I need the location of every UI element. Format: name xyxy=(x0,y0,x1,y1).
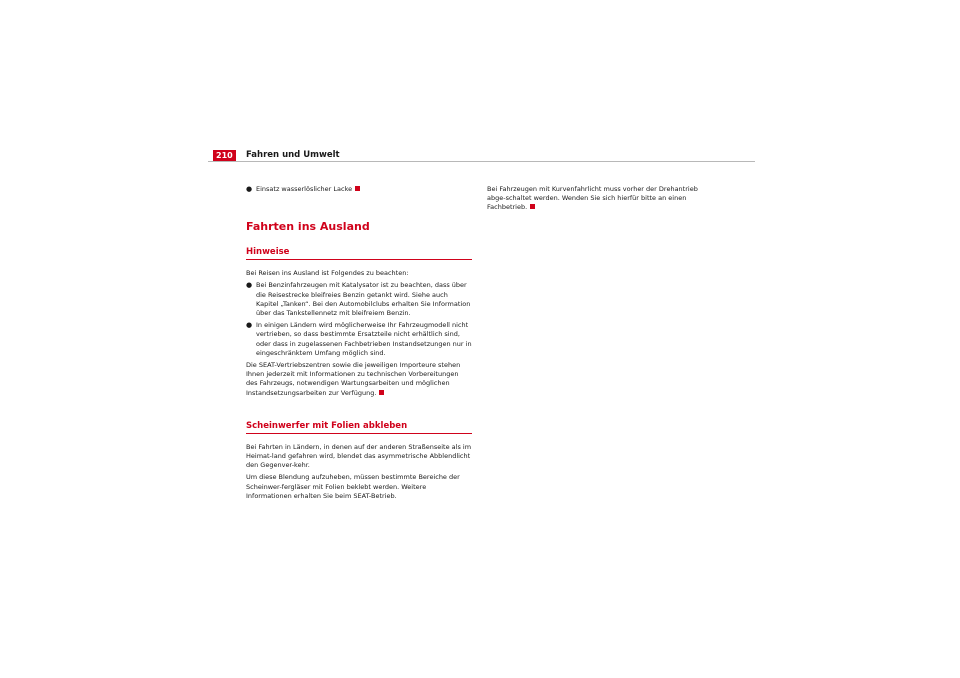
chapter-title: Fahren und Umwelt xyxy=(246,150,340,160)
paragraph-text: Bei Fahrzeugen mit Kurvenfahrlicht muss vorher der Drehantrieb abge-schaltet werden. Wenden Sie sich hierfür bitte an einen Fachbetrieb. xyxy=(487,185,698,212)
paragraph xyxy=(487,185,713,213)
subsection-title-scheinwerfer: Scheinwerfer mit Folien abkleben xyxy=(246,421,472,434)
paragraph xyxy=(246,361,472,398)
section-title: Fahrten ins Ausland xyxy=(246,220,370,234)
bullet-icon: ● xyxy=(246,185,253,193)
end-mark-icon xyxy=(379,390,384,395)
bullet-item xyxy=(246,281,472,318)
paragraph: Bei Fahrten in Ländern, in denen auf der anderen Straßenseite als im Heimat-land gefahren wird, blendet das asymmetrische Abblendlicht den Gegenver-kehr. xyxy=(246,442,472,470)
bullet-icon: ● xyxy=(246,321,253,330)
bullet-text: Einsatz wasserlöslicher Lacke xyxy=(256,185,353,193)
end-mark-icon xyxy=(530,204,535,209)
bullet-item xyxy=(246,185,472,194)
paragraph: Bei Reisen ins Ausland ist Folgendes zu beachten: xyxy=(246,269,409,278)
right-column xyxy=(487,185,713,216)
page-number: 210 xyxy=(213,150,236,162)
header-divider xyxy=(208,161,755,162)
left-column xyxy=(246,185,472,504)
paragraph-text: Die SEAT-Vertriebszentren sowie die jeweiligen Importeure stehen Ihnen jederzeit mit Informationen zu technischen Vorbereitungen des Fahrzeugs, notwendigen Wartungsarbeiten und möglichen Instandsetzungsarbeiten zur Verfügung. xyxy=(246,361,461,397)
subsection-title-hinweise: Hinweise xyxy=(246,247,472,260)
bullet-icon: ● xyxy=(246,281,253,290)
paragraph: Um diese Blendung aufzuheben, müssen bestimmte Bereiche der Scheinwer-fergläser mit Folien beklebt werden. Weitere Informationen erhalten Sie beim SEAT-Betrieb. xyxy=(246,473,460,500)
bullet-text: Bei Benzinfahrzeugen mit Katalysator ist zu beachten, dass über die Reisestrecke bleifreies Benzin getankt wird. Siehe auch Kapitel „Tanken“. Bei den Automobilclubs erhalten Sie Information über das Tankstellennetz mit bleifreiem Benzin. xyxy=(256,281,471,318)
bullet-text: In einigen Ländern wird möglicherweise Ihr Fahrzeugmodell nicht vertrieben, so dass bestimmte Ersatzteile nicht erhältlich sind, oder dass in zugelassenen Fachbetrieben Instandsetzungen nur in eingeschränktem Umfang möglich sind. xyxy=(256,321,472,357)
end-mark-icon xyxy=(355,186,360,191)
bullet-item xyxy=(246,321,472,358)
